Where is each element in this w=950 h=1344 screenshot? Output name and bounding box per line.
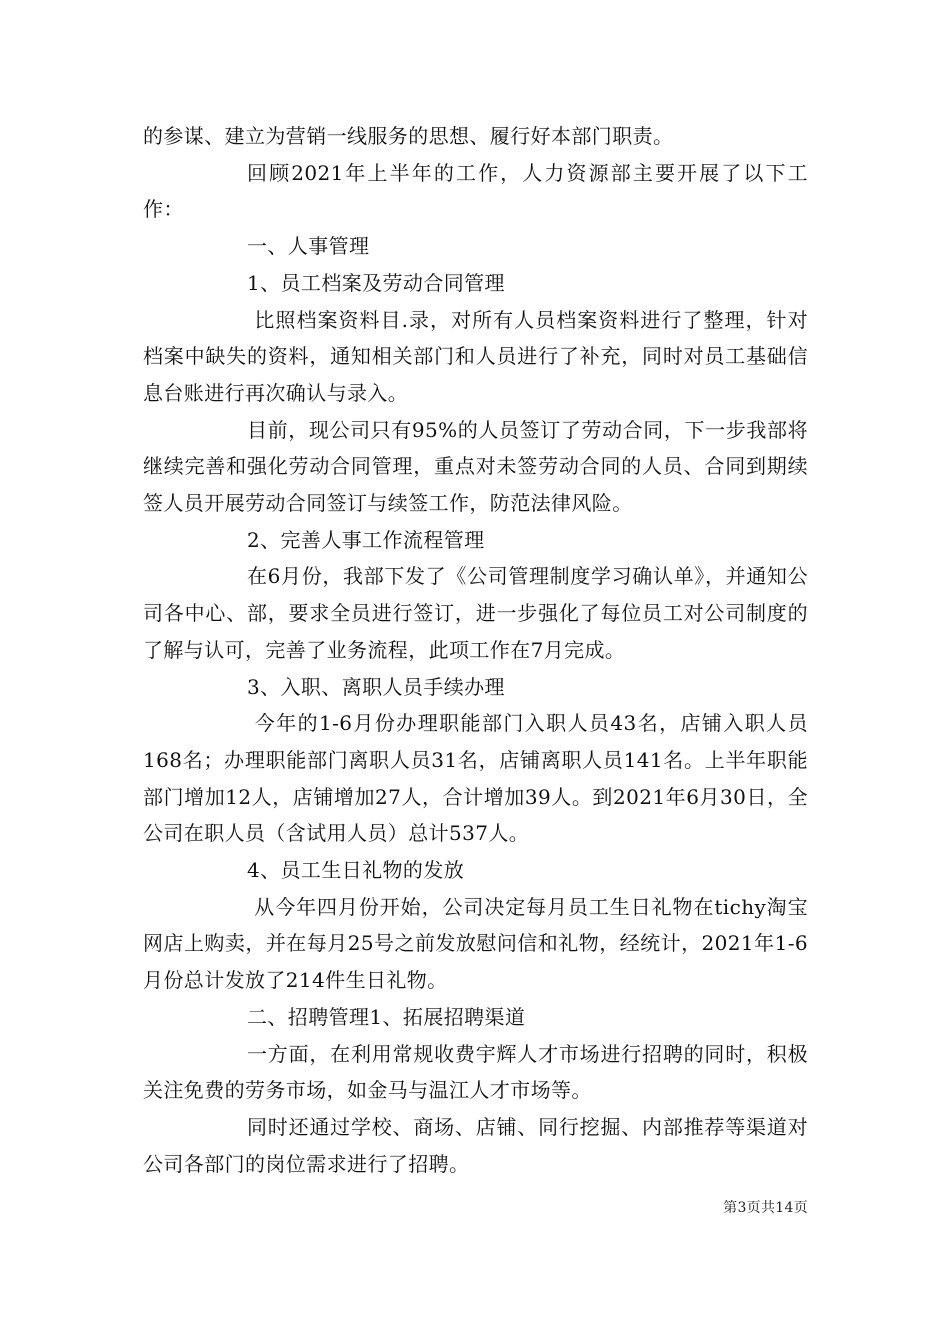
- paragraph-contracts: 目前，现公司只有95%的人员签订了劳动合同，下一步我部将继续完善和强化劳动合同管理，重点对未签劳动合同的人员、合同到期续签人员开展劳动合同签订与续签工作，防范法律风险。: [143, 417, 808, 516]
- paragraph-recruitment-channels: 同时还通过学校、商场、店铺、同行挖掘、内部推荐等渠道对公司各部门的岗位需求进行了招聘。: [143, 1114, 808, 1176]
- paragraph-archives: 比照档案资料目.录，对所有人员档案资料进行了整理，针对档案中缺失的资料，通知相关部门和人员进行了补充，同时对员工基础信息台账进行再次确认与录入。: [143, 307, 808, 405]
- subheading-archives-contracts: 1、员工档案及劳动合同管理: [247, 270, 505, 295]
- document-body: [143, 118, 808, 1182]
- section-heading-recruitment: 二、招聘管理1、拓展招聘渠道: [247, 1004, 526, 1029]
- subheading-workflow: 2、完善人事工作流程管理: [247, 527, 485, 552]
- paragraph-continuation: 的参谋、建立为营销一线服务的思想、履行好本部门职责。: [143, 124, 674, 148]
- paragraph-recruitment-market: 一方面，在利用常规收费宇辉人才市场进行招聘的同时，积极关注免费的劳务市场，如金马与温江人才市场等。: [143, 1041, 808, 1103]
- paragraph-onboarding: 今年的1-6月份办理职能部门入职人员43名，店铺入职人员168名；办理职能部门离职人员31名，店铺离职人员141名。上半年职能部门增加12人，店铺增加27人，合计增加39人。到2021年6月30日，全公司在职人员（含试用人员）总计537人。: [143, 711, 808, 846]
- subheading-onboarding: 3、入职、离职人员手续办理: [247, 674, 505, 699]
- subheading-birthday-gifts: 4、员工生日礼物的发放: [247, 858, 465, 883]
- paragraph-birthday-gifts: 从今年四月份开始，公司决定每月员工生日礼物在tichy淘宝网店上购卖，并在每月25号之前发放慰问信和礼物，经统计，2021年1-6月份总计发放了214件生日礼物。: [143, 894, 808, 993]
- page-number-footer: 第3页共14页: [723, 1200, 808, 1216]
- paragraph-review-intro: 回顾2021年上半年的工作，人力资源部主要开展了以下工作：: [143, 160, 808, 222]
- paragraph-workflow: 在6月份，我部下发了《公司管理制度学习确认单》，并通知公司各中心、部，要求全员进行签订，进一步强化了每位员工对公司制度的了解与认可，完善了业务流程，此项工作在7月完成。: [143, 564, 808, 662]
- section-heading-personnel: 一、人事管理: [247, 234, 370, 259]
